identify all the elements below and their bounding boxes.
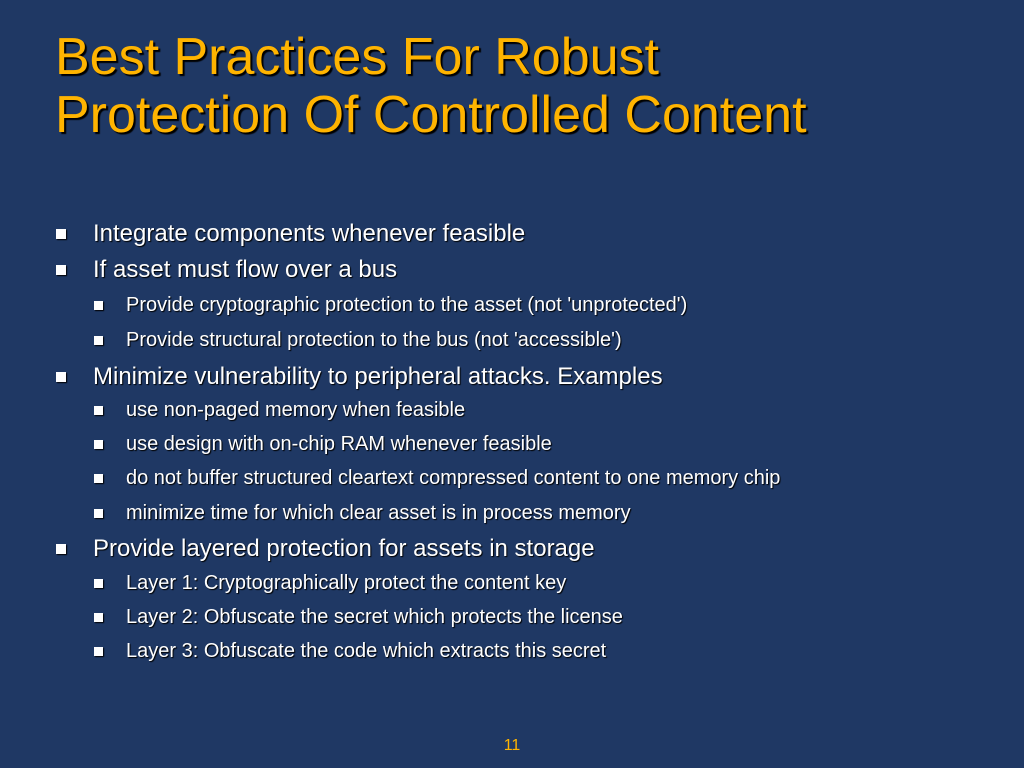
bullet-item <box>93 365 663 389</box>
sub-bullet-text: Provide structural protection to the bus (not 'accessible') <box>126 329 622 351</box>
square-bullet-icon <box>94 613 103 622</box>
square-bullet-icon <box>56 265 66 275</box>
bullet-item <box>93 537 595 561</box>
sub-bullet-text: Layer 2: Obfuscate the secret which protects the license <box>126 606 623 628</box>
bullet-text: Minimize vulnerability to peripheral attacks. Examples <box>93 363 663 390</box>
slide-title-line-1: Best Practices For Robust <box>55 28 659 86</box>
sub-bullet-item <box>126 607 623 627</box>
bullet-text: Provide layered protection for assets in storage <box>93 535 595 562</box>
sub-bullet-text: use non-paged memory when feasible <box>126 399 466 421</box>
bullet-text: Integrate components whenever feasible <box>93 220 526 247</box>
square-bullet-icon <box>94 406 103 415</box>
square-bullet-icon <box>94 647 103 656</box>
bullet-text: If asset must flow over a bus <box>93 256 398 283</box>
sub-bullet-item <box>126 295 687 315</box>
square-bullet-icon <box>94 579 103 588</box>
sub-bullet-text: use design with on-chip RAM whenever feasible <box>126 433 552 455</box>
page-number: 11 <box>503 737 521 754</box>
sub-bullet-item <box>126 468 780 488</box>
bullet-item <box>93 258 397 282</box>
sub-bullet-item <box>126 641 606 661</box>
square-bullet-icon <box>94 509 103 518</box>
sub-bullet-text: minimize time for which clear asset is in process memory <box>126 502 631 524</box>
square-bullet-icon <box>94 336 103 345</box>
square-bullet-icon <box>56 372 66 382</box>
square-bullet-icon <box>94 301 103 310</box>
square-bullet-icon <box>56 544 66 554</box>
sub-bullet-item <box>126 573 566 593</box>
sub-bullet-item <box>126 400 465 420</box>
sub-bullet-text: do not buffer structured cleartext compressed content to one memory chip <box>126 467 781 489</box>
sub-bullet-text: Layer 1: Cryptographically protect the content key <box>126 572 567 594</box>
sub-bullet-item <box>126 434 552 454</box>
bullet-item <box>93 222 525 246</box>
square-bullet-icon <box>94 440 103 449</box>
slide-title-line-2: Protection Of Controlled Content <box>55 86 807 144</box>
square-bullet-icon <box>94 474 103 483</box>
sub-bullet-item <box>126 503 631 523</box>
sub-bullet-text: Provide cryptographic protection to the asset (not 'unprotected') <box>126 294 688 316</box>
sub-bullet-item <box>126 330 622 350</box>
square-bullet-icon <box>56 229 66 239</box>
sub-bullet-text: Layer 3: Obfuscate the code which extracts this secret <box>126 640 607 662</box>
